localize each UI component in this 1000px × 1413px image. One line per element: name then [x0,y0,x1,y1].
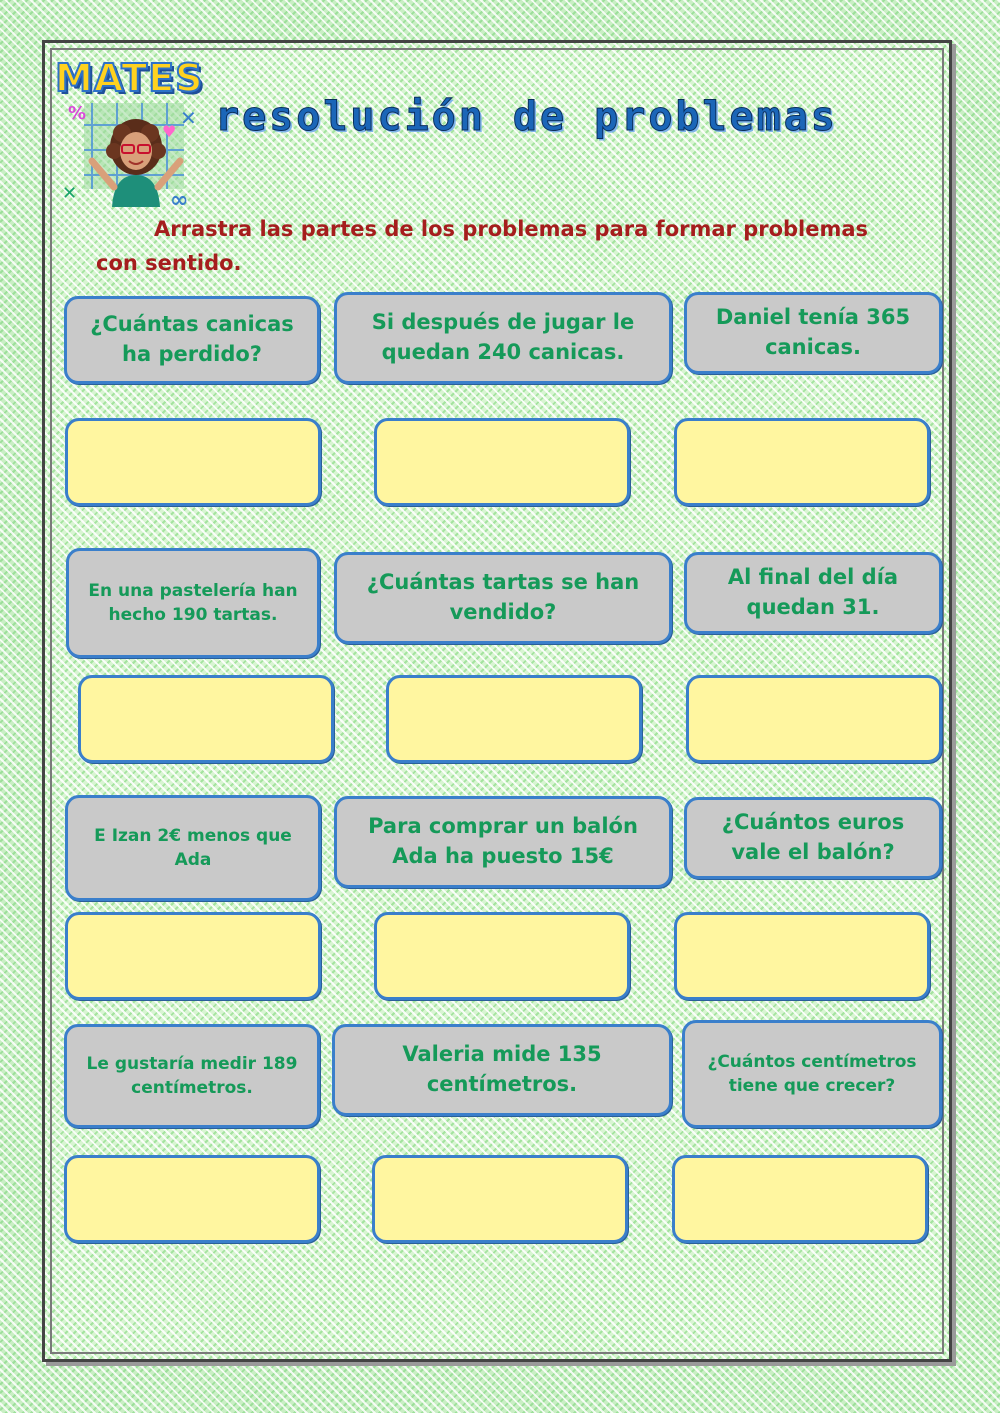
drag-card[interactable]: Le gustaría medir 189 centímetros. [64,1024,320,1128]
instructions-text: Arrastra las partes de los problemas para formar problemas con sentido. [96,217,869,275]
page-title: resolución de problemas [215,94,838,140]
drag-card[interactable]: ¿Cuántos centímetros tiene que crecer? [682,1020,942,1128]
drag-card[interactable]: ¿Cuántas canicas ha perdido? [64,296,320,384]
svg-text:✕: ✕ [62,183,78,204]
drag-card[interactable]: Valeria mide 135 centímetros. [332,1024,672,1116]
drag-card[interactable]: ¿Cuántos euros vale el balón? [684,797,942,879]
drop-slot[interactable] [78,675,334,763]
drop-slot[interactable] [65,912,321,1000]
svg-text:∞: ∞ [170,188,189,210]
drag-card[interactable]: En una pastelería han hecho 190 tartas. [66,548,320,658]
drag-card[interactable]: Daniel tenía 365 canicas. [684,292,942,374]
drop-slot[interactable] [64,1155,320,1243]
svg-text:✕: ✕ [180,106,197,130]
drop-slot[interactable] [374,912,630,1000]
svg-text:%: % [68,103,87,124]
drop-slot[interactable] [674,912,930,1000]
svg-text:♥: ♥ [162,122,177,141]
drop-slot[interactable] [686,675,942,763]
drop-slot[interactable] [65,418,321,506]
drag-card[interactable]: Si después de jugar le quedan 240 canicas. [334,292,672,384]
teacher-avatar-icon [62,95,212,210]
drop-slot[interactable] [674,418,930,506]
drop-slot[interactable] [372,1155,628,1243]
drag-card[interactable]: E Izan 2€ menos que Ada [65,795,321,901]
drag-card[interactable]: Al final del día quedan 31. [684,552,942,634]
drag-card[interactable]: Para comprar un balón Ada ha puesto 15€ [334,796,672,888]
drag-card[interactable]: ¿Cuántas tartas se han vendido? [334,552,672,644]
mates-logo: MATES [55,56,204,100]
drop-slot[interactable] [672,1155,928,1243]
drop-slot[interactable] [374,418,630,506]
drop-slot[interactable] [386,675,642,763]
